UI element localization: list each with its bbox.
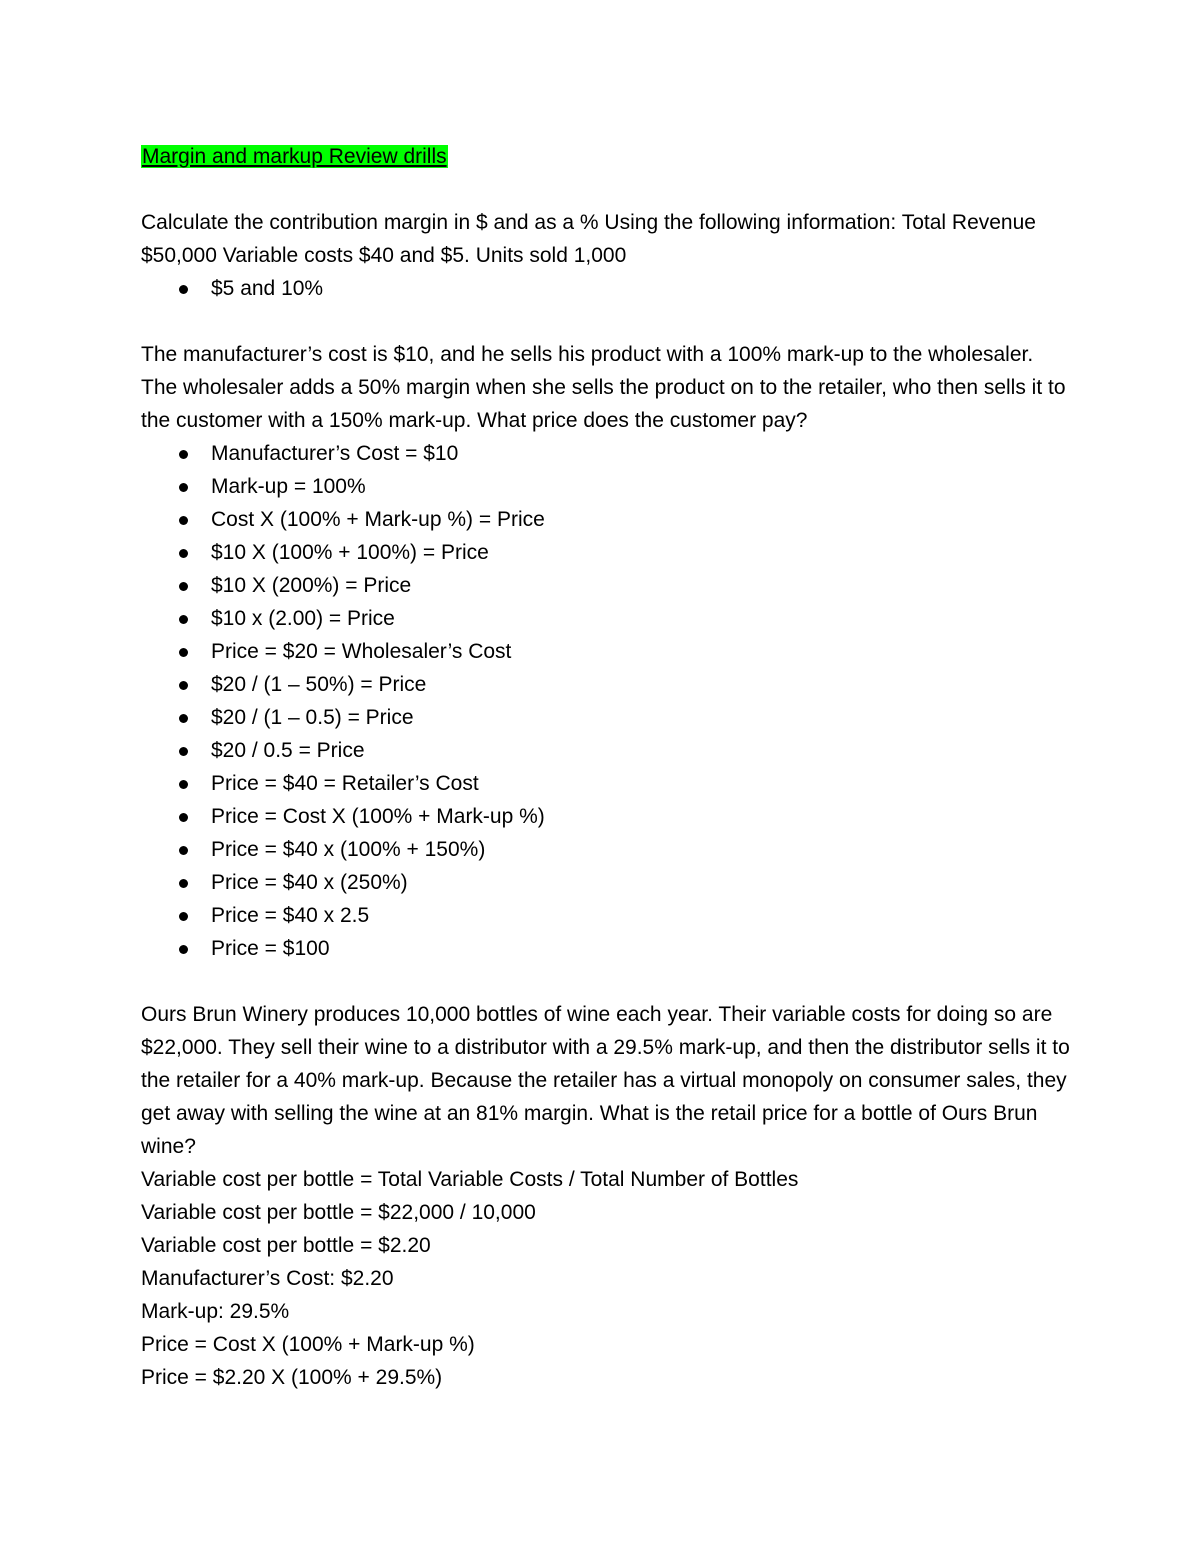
list-item-text: Price = Cost X (100% + Mark-up %)	[211, 805, 545, 828]
list-item	[141, 272, 1071, 305]
list-item	[141, 536, 1071, 569]
solution-line: Variable cost per bottle = Total Variable Costs / Total Number of Bottles	[141, 1168, 799, 1191]
title-line	[141, 140, 1071, 173]
list-item-text: $5 and 10%	[211, 277, 324, 300]
list-item	[141, 503, 1071, 536]
list-item-text: Manufacturer’s Cost = $10	[211, 442, 459, 465]
list-item-text: Mark-up = 100%	[211, 475, 366, 498]
bullet-icon	[179, 615, 188, 624]
bullet-icon	[179, 714, 188, 723]
list-item-text: Price = $40 x 2.5	[211, 904, 370, 927]
list-item	[141, 635, 1071, 668]
list-item	[141, 899, 1071, 932]
question-2-text: The manufacturer’s cost is $10, and he sells his product with a 100% mark-up to the wholesaler. The wholesaler adds a 50% margin when she sells the product on to the retailer, who then sells it to the customer with a 150% mark-up. What price does the customer pay?	[141, 343, 1066, 432]
paragraph-gap	[141, 305, 1071, 338]
list-item-text: $20 / (1 – 0.5) = Price	[211, 706, 414, 729]
list-item-text: Cost X (100% + Mark-up %) = Price	[211, 508, 545, 531]
bullet-icon	[179, 582, 188, 591]
solution-line: Price = $2.20 X (100% + 29.5%)	[141, 1366, 443, 1389]
solution-line: Manufacturer’s Cost: $2.20	[141, 1267, 394, 1290]
list-item	[141, 602, 1071, 635]
bullet-icon	[179, 780, 188, 789]
bullet-icon	[179, 648, 188, 657]
question-1-text: Calculate the contribution margin in $ and as a % Using the following information: Total Revenue $50,000 Variable costs $40 and $5. Units sold 1,000	[141, 211, 1036, 267]
list-item-text: Price = $40 x (100% + 150%)	[211, 838, 486, 861]
list-item	[141, 437, 1071, 470]
list-item-text: $10 x (2.00) = Price	[211, 607, 395, 630]
list-item	[141, 668, 1071, 701]
list-item	[141, 833, 1071, 866]
bullet-icon	[179, 483, 188, 492]
list-item	[141, 701, 1071, 734]
list-item-text: $10 X (200%) = Price	[211, 574, 412, 597]
list-item-text: Price = $40 = Retailer’s Cost	[211, 772, 479, 795]
list-item	[141, 470, 1071, 503]
solution-line: Variable cost per bottle = $22,000 / 10,000	[141, 1201, 536, 1224]
list-item	[141, 932, 1071, 965]
bullet-icon	[179, 879, 188, 888]
list-item	[141, 866, 1071, 899]
document-title: Margin and markup Review drills	[142, 145, 447, 168]
list-item-text: $10 X (100% + 100%) = Price	[211, 541, 489, 564]
bullet-icon	[179, 450, 188, 459]
question-3-text: Ours Brun Winery produces 10,000 bottles of wine each year. Their variable costs for doing so are $22,000. They sell their wine to a distributor with a 29.5% mark-up, and then the distributor sells it to the retailer for a 40% mark-up. Because the retailer has a virtual monopoly on consumer sales, they get away with selling the wine at an 81% margin. What is the retail price for a bottle of Ours Brun wine?	[141, 1003, 1070, 1158]
list-item-text: Price = $40 x (250%)	[211, 871, 408, 894]
bullet-icon	[179, 846, 188, 855]
bullet-icon	[179, 549, 188, 558]
bullet-icon	[179, 813, 188, 822]
bullet-icon	[179, 285, 188, 294]
question-1-answer-list	[141, 272, 1071, 305]
bullet-icon	[179, 516, 188, 525]
solution-line: Variable cost per bottle = $2.20	[141, 1234, 431, 1257]
document-body	[141, 140, 1071, 1394]
list-item	[141, 800, 1071, 833]
list-item-text: $20 / (1 – 50%) = Price	[211, 673, 427, 696]
bullet-icon	[179, 747, 188, 756]
bullet-icon	[179, 945, 188, 954]
list-item	[141, 569, 1071, 602]
list-item-text: Price = $100	[211, 937, 330, 960]
solution-line: Price = Cost X (100% + Mark-up %)	[141, 1333, 475, 1356]
solution-line: Mark-up: 29.5%	[141, 1300, 290, 1323]
question-2-answer-list	[141, 437, 1071, 965]
list-item-text: Price = $20 = Wholesaler’s Cost	[211, 640, 512, 663]
paragraph-gap	[141, 965, 1071, 998]
list-item	[141, 734, 1071, 767]
bullet-icon	[179, 681, 188, 690]
list-item	[141, 767, 1071, 800]
list-item-text: $20 / 0.5 = Price	[211, 739, 365, 762]
bullet-icon	[179, 912, 188, 921]
